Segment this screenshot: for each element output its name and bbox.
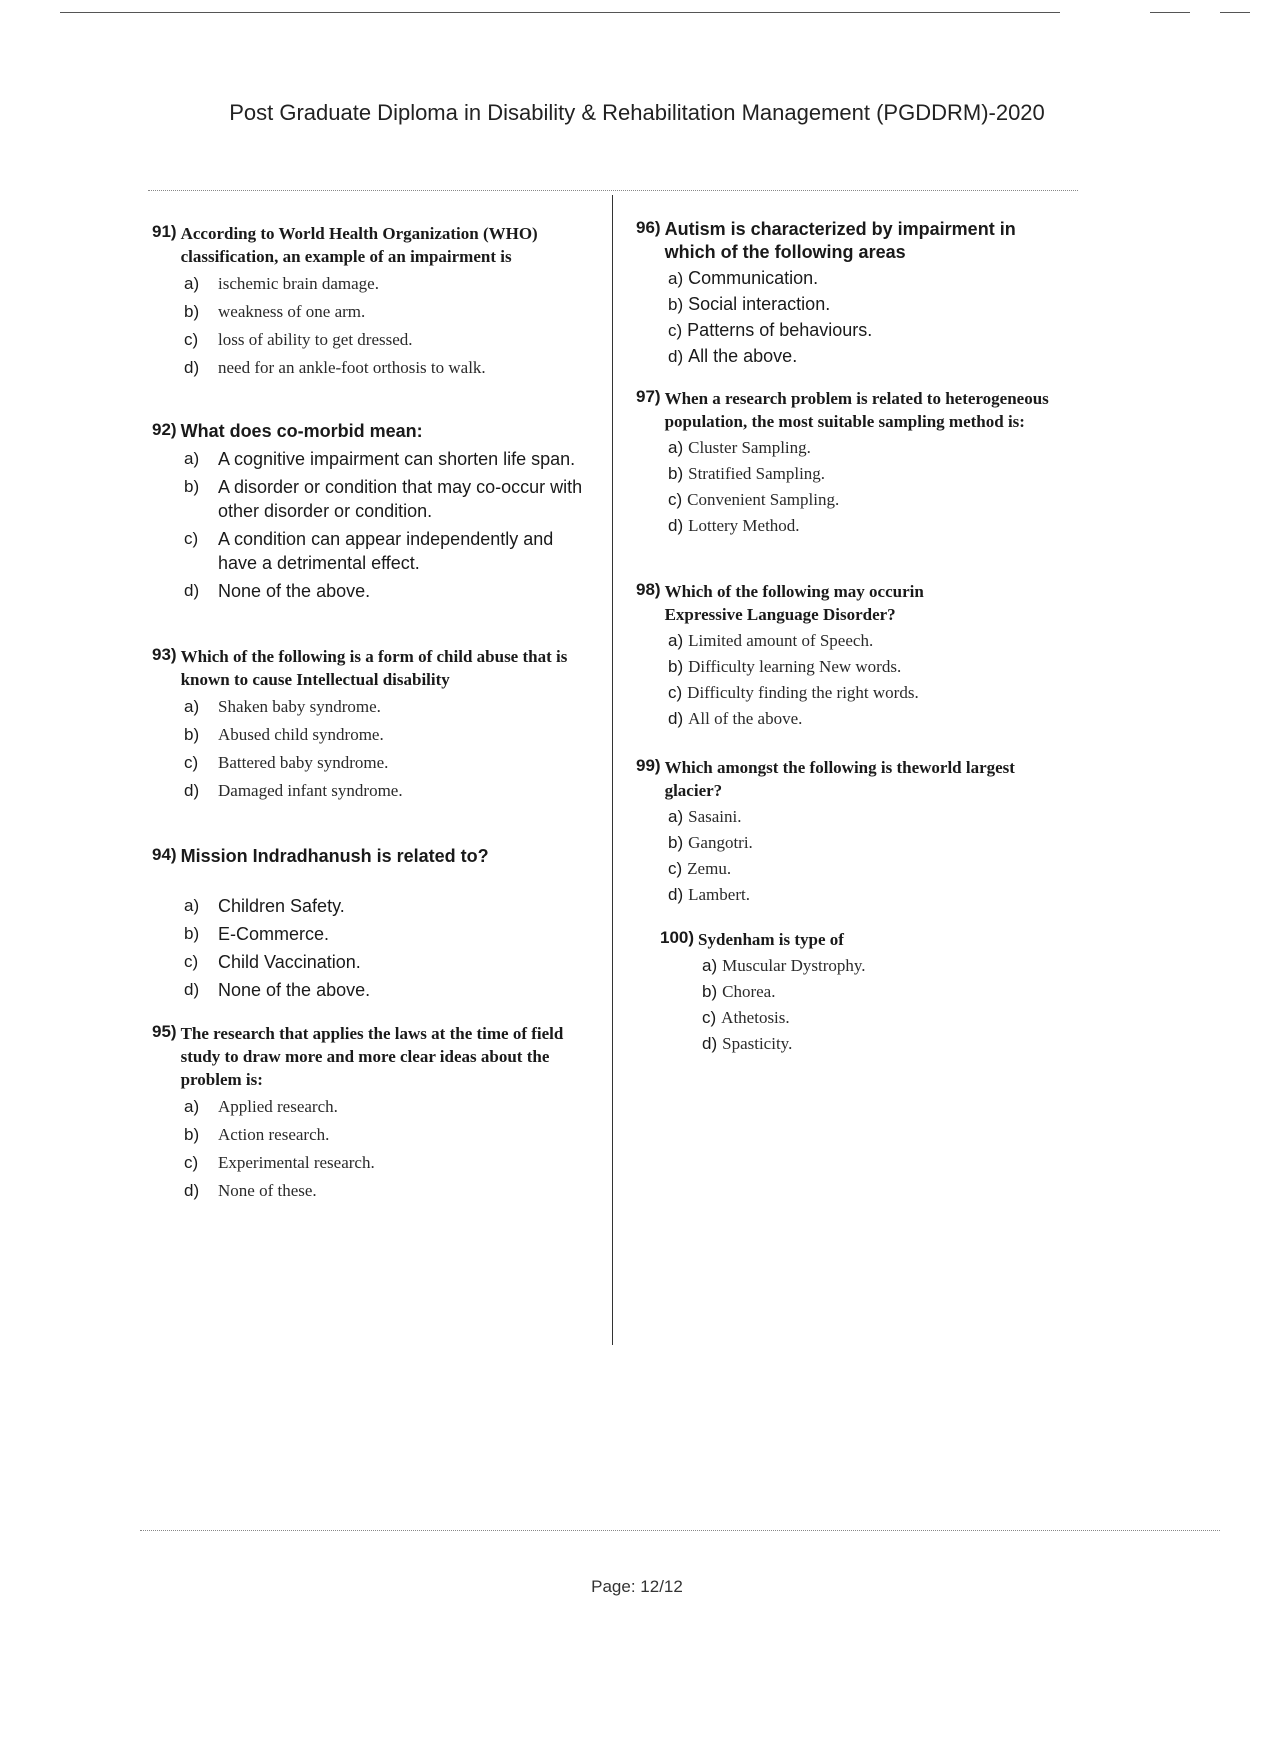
question-text: Which of the following is a form of child abuse that is known to cause Intellectual disability — [180, 647, 568, 689]
top-border-line — [60, 12, 1060, 13]
option-d: d) Spasticity. — [702, 1034, 793, 1053]
option-a: a) A cognitive impairment can shorten life span. — [184, 449, 576, 469]
question-99 — [636, 756, 1076, 906]
option-d: d) Damaged infant syndrome. — [184, 781, 403, 800]
option-a: a) Cluster Sampling. — [668, 438, 811, 457]
question-number: 96) — [636, 218, 661, 237]
option-c: c) A condition can appear independently and have a detrimental effect. — [184, 529, 554, 573]
option-a: a) Children Safety. — [184, 896, 345, 916]
option-d: d) Lambert. — [668, 885, 750, 904]
option-b: b) E-Commerce. — [184, 924, 330, 944]
question-text: Sydenham is type of — [698, 930, 844, 949]
option-c: c) Convenient Sampling. — [668, 490, 840, 509]
question-100 — [660, 928, 1080, 1055]
question-text: What does co-morbid mean: — [180, 421, 423, 441]
page-number: Page: 12/12 — [591, 1577, 683, 1596]
option-a: a) Applied research. — [184, 1097, 338, 1116]
footer-divider — [140, 1530, 1220, 1531]
option-b: b) weakness of one arm. — [184, 302, 366, 321]
question-98 — [636, 580, 1076, 730]
option-b: b) Stratified Sampling. — [668, 464, 826, 483]
option-b: b) Gangotri. — [668, 833, 753, 852]
question-95 — [152, 1022, 597, 1203]
question-number: 97) — [636, 387, 661, 406]
option-c: c) loss of ability to get dressed. — [184, 330, 413, 349]
option-b: b) Action research. — [184, 1125, 330, 1144]
question-text: Which amongst the following is theworld largest glacier? — [664, 758, 1015, 800]
option-d: d) None of these. — [184, 1181, 317, 1200]
question-text: Mission Indradhanush is related to? — [180, 846, 489, 866]
option-a: a) Shaken baby syndrome. — [184, 697, 381, 716]
question-text: When a research problem is related to heterogeneous population, the most suitable sampling method is: — [664, 389, 1049, 431]
option-a: a) Muscular Dystrophy. — [702, 956, 866, 975]
option-d: d) Lottery Method. — [668, 516, 800, 535]
option-a: a) Sasaini. — [668, 807, 742, 826]
top-border-line-far-right — [1220, 12, 1250, 13]
option-a: a) Limited amount of Speech. — [668, 631, 874, 650]
question-number: 91) — [152, 222, 177, 241]
question-94 — [152, 845, 592, 1002]
option-d: d) All the above. — [668, 346, 798, 366]
question-91 — [152, 222, 592, 380]
question-number: 95) — [152, 1022, 177, 1041]
option-b: b) Chorea. — [702, 982, 776, 1001]
option-c: c) Patterns of behaviours. — [668, 320, 873, 340]
question-text: The research that applies the laws at the time of field study to draw more and more clear ideas about the problem is: — [180, 1024, 564, 1089]
option-d: d) None of the above. — [184, 980, 371, 1000]
option-b: b) Abused child syndrome. — [184, 725, 384, 744]
option-a: a) Communication. — [668, 268, 819, 288]
question-number: 93) — [152, 645, 177, 664]
question-96 — [636, 218, 1076, 368]
question-number: 99) — [636, 756, 661, 775]
question-number: 94) — [152, 845, 177, 864]
option-c: c) Battered baby syndrome. — [184, 753, 389, 772]
option-c: c) Zemu. — [668, 859, 732, 878]
option-c: c) Child Vaccination. — [184, 952, 361, 972]
question-number: 98) — [636, 580, 661, 599]
header-divider — [148, 190, 1078, 191]
option-d: d) All of the above. — [668, 709, 803, 728]
option-d: d) need for an ankle-foot orthosis to walk. — [184, 358, 486, 377]
option-b: b) Difficulty learning New words. — [668, 657, 902, 676]
option-c: c) Athetosis. — [702, 1008, 790, 1027]
option-b: b) A disorder or condition that may co-occur with other disorder or condition. — [184, 477, 583, 521]
question-number: 100) — [660, 928, 695, 947]
question-text: Which of the following may occurin Expressive Language Disorder? — [664, 582, 924, 624]
question-97 — [636, 387, 1076, 537]
question-92 — [152, 420, 592, 603]
question-number: 92) — [152, 420, 177, 439]
option-b: b) Social interaction. — [668, 294, 831, 314]
question-text: Autism is characterized by impairment in which of the following areas — [664, 219, 1016, 262]
option-c: c) Experimental research. — [184, 1153, 375, 1172]
option-a: a) ischemic brain damage. — [184, 274, 379, 293]
option-c: c) Difficulty finding the right words. — [668, 683, 919, 702]
question-text: According to World Health Organization (WHO) classification, an example of an impairment is — [180, 224, 538, 266]
document-title: Post Graduate Diploma in Disability & Rehabilitation Management (PGDDRM)-2020 — [229, 100, 1045, 125]
option-d: d) None of the above. — [184, 581, 371, 601]
top-border-line-right — [1150, 12, 1190, 13]
question-93 — [152, 645, 592, 803]
column-divider — [612, 195, 613, 1345]
